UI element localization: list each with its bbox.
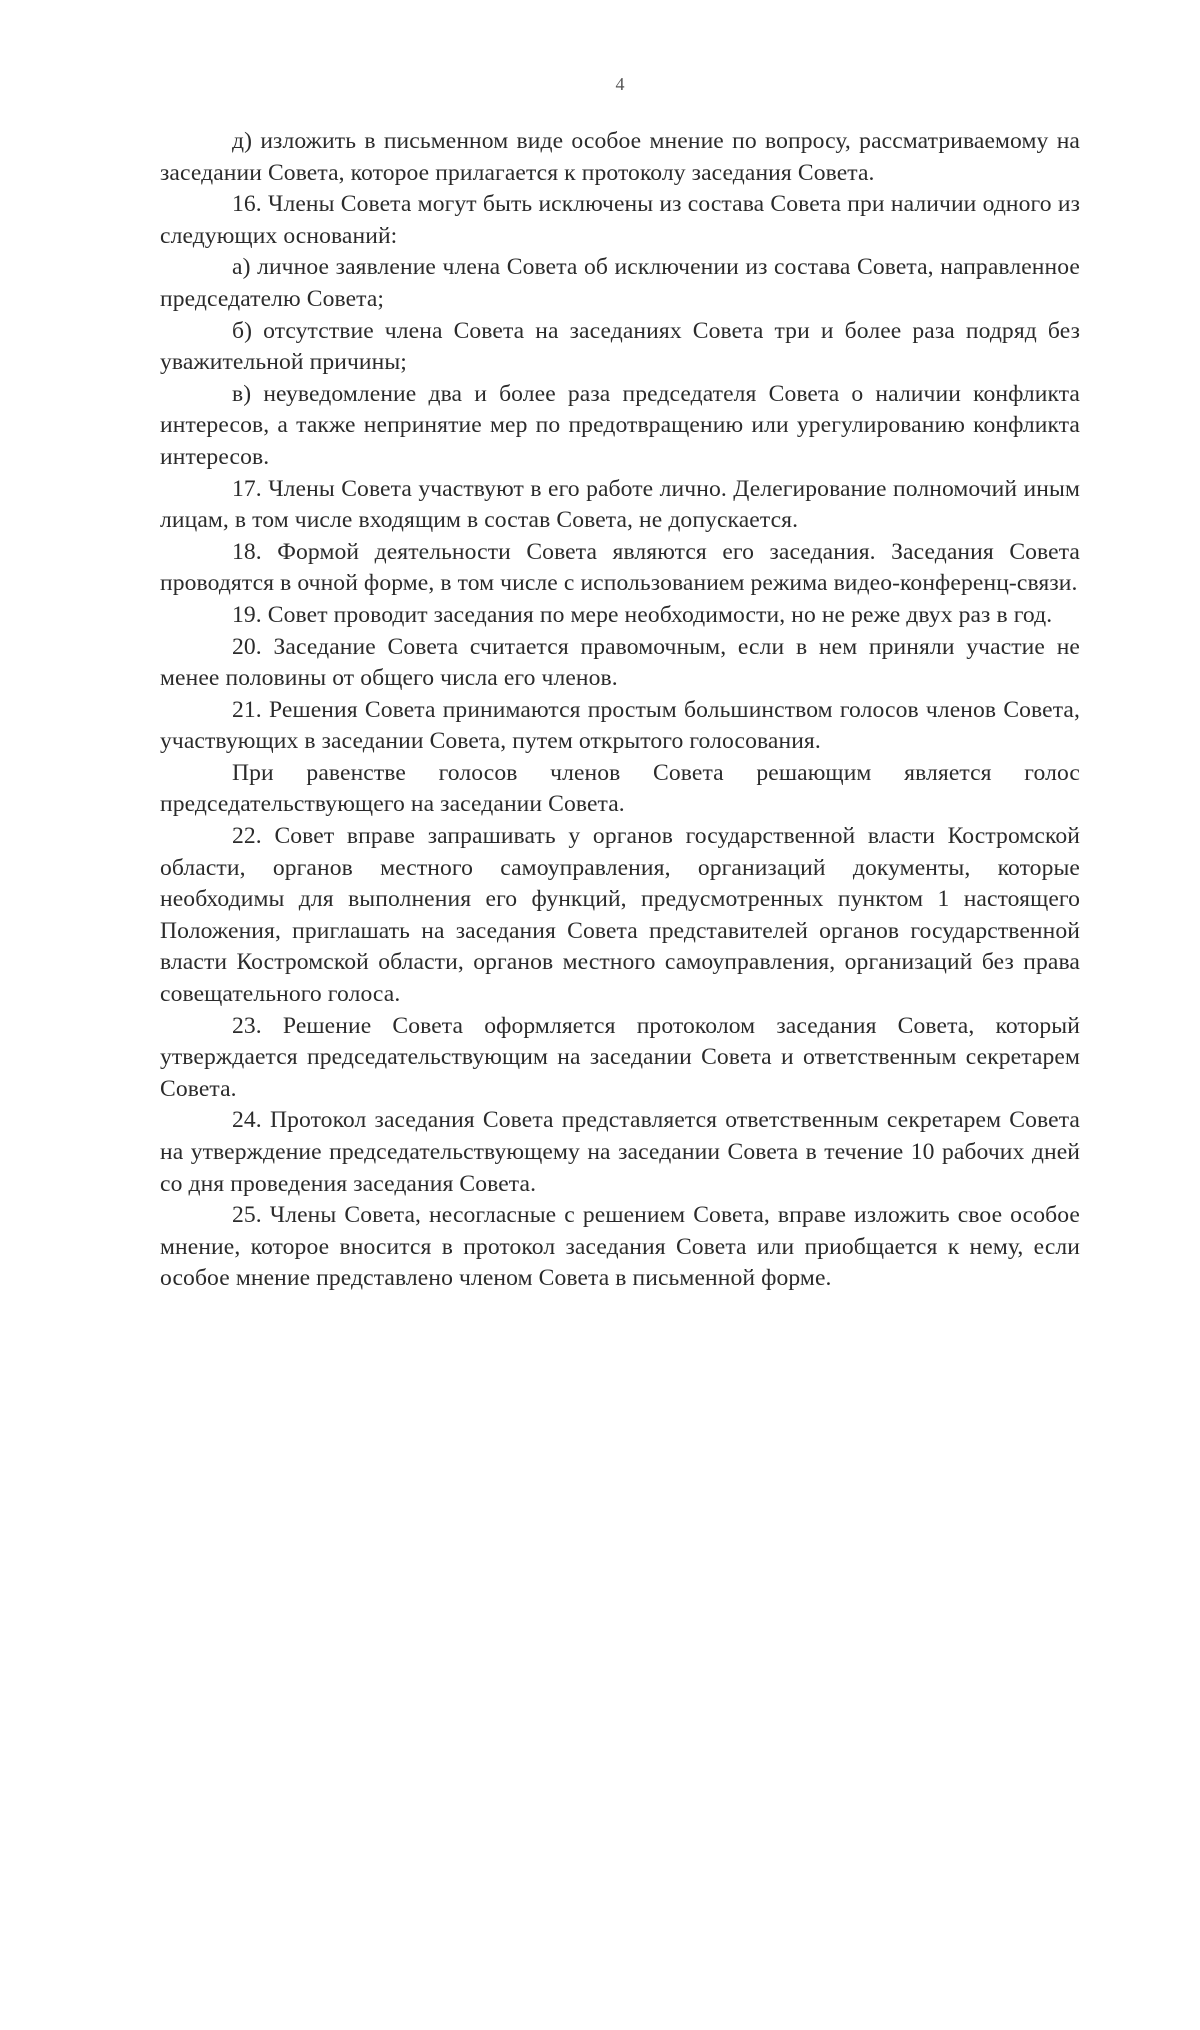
paragraph-23: 23. Решение Совета оформляется протоколом заседания Совета, который утверждается председательствующим на заседании Совета и ответственным секретарем Совета.: [160, 1012, 1080, 1102]
paragraph-20: 20. Заседание Совета считается правомочным, если в нем приняли участие не менее половины от общего числа его членов.: [160, 633, 1080, 692]
paragraph-18: 18. Формой деятельности Совета являются его заседания. Заседания Совета проводятся в очной форме, в том числе с использованием режима видео-конференц-связи.: [160, 538, 1080, 597]
paragraph-16-b: б) отсутствие члена Совета на заседаниях Совета три и более раза подряд без уважительной причины;: [160, 317, 1080, 376]
document-body: [160, 126, 1080, 1295]
paragraph-16: 16. Члены Совета могут быть исключены из состава Совета при наличии одного из следующих оснований:: [160, 191, 1080, 249]
paragraph-21-tie: При равенстве голосов членов Совета решающим является голос председательствующего на заседании Совета.: [160, 759, 1080, 818]
paragraph-21: 21. Решения Совета принимаются простым большинством голосов членов Совета, участвующих в заседании Совета, путем открытого голосования.: [160, 696, 1080, 755]
paragraph-d-special-opinion: д) изложить в письменном виде особое мнение по вопросу, рассматриваемому на заседании Совета, которое прилагается к протоколу заседания Совета.: [160, 128, 1080, 186]
paragraph-17: 17. Члены Совета участвуют в его работе лично. Делегирование полномочий иным лицам, в том числе входящим в состав Совета, не допускается.: [160, 475, 1080, 534]
paragraph-22: 22. Совет вправе запрашивать у органов государственной власти Костромской области, органов местного самоуправления, организаций документы, которые необходимы для выполнения его функций, предусмотренных пунктом 1 настоящего Положения, приглашать на заседания Совета представителей органов государственной власти Костромской области, органов местного самоуправления, организаций без права совещательного голоса.: [160, 823, 1080, 1008]
page-number: 4: [615, 74, 625, 94]
paragraph-24: 24. Протокол заседания Совета представляется ответственным секретарем Совета на утверждение председательствующему на заседании Совета в течение 10 рабочих дней со дня проведения заседания Совета.: [160, 1107, 1080, 1197]
paragraph-16-v: в) неуведомление два и более раза председателя Совета о наличии конфликта интересов, а также непринятие мер по предотвращению или урегулированию конфликта интересов.: [160, 380, 1080, 470]
paragraph-19: 19. Совет проводит заседания по мере необходимости, но не реже двух раз в год.: [232, 601, 1053, 628]
paragraph-25: 25. Члены Совета, несогласные с решением Совета, вправе изложить свое особое мнение, которое вносится в протокол заседания Совета или приобщается к нему, если особое мнение представлено членом Совета в письменной форме.: [160, 1202, 1080, 1292]
paragraph-16-a: а) личное заявление члена Совета об исключении из состава Совета, направленное председателю Совета;: [160, 254, 1080, 312]
